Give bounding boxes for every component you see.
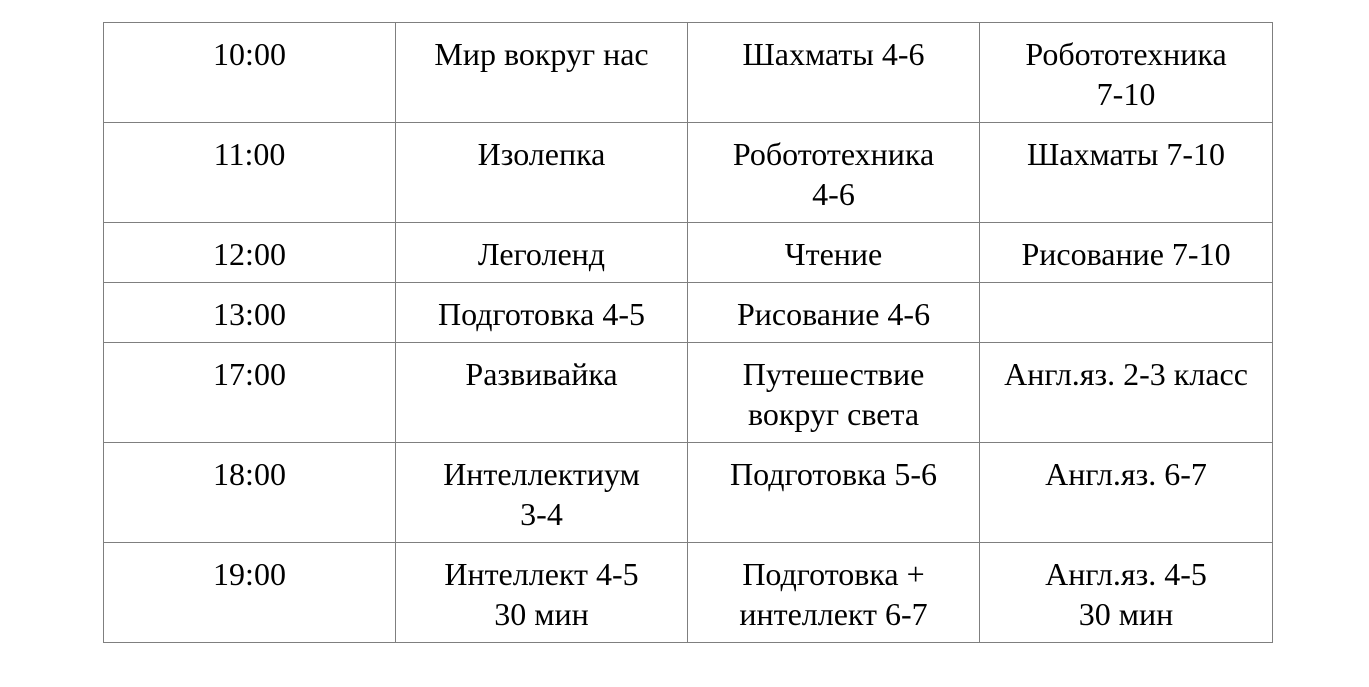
activity-text: Робототехника	[732, 136, 935, 172]
time-cell	[104, 343, 396, 443]
activity-cell	[980, 343, 1273, 443]
activity-text: интеллект 6-7	[739, 596, 928, 632]
time-text: 13:00	[213, 296, 286, 332]
activity-cell	[396, 223, 688, 283]
time-cell	[104, 283, 396, 343]
activity-text: Рисование 4-6	[736, 296, 931, 332]
activity-text: Робототехника	[1025, 36, 1227, 72]
activity-cell	[980, 23, 1273, 123]
time-cell	[104, 543, 396, 643]
table-row	[104, 343, 1273, 443]
schedule-table	[103, 22, 1273, 643]
activity-text: 30 мин	[1078, 596, 1174, 632]
activity-cell	[688, 443, 980, 543]
empty-cell	[980, 283, 1273, 343]
table-row	[104, 443, 1273, 543]
time-cell	[104, 223, 396, 283]
activity-text: Изолепка	[477, 136, 606, 172]
time-text: 10:00	[213, 36, 286, 72]
activity-text: Развивайка	[465, 356, 618, 392]
table-row	[104, 123, 1273, 223]
table-row	[104, 283, 1273, 343]
activity-text: Путешествие	[742, 356, 925, 392]
activity-cell	[688, 343, 980, 443]
activity-cell	[396, 443, 688, 543]
activity-text: Интеллект 4-5	[444, 556, 639, 592]
table-row	[104, 543, 1273, 643]
activity-cell	[396, 543, 688, 643]
activity-cell	[688, 123, 980, 223]
activity-text: Подготовка 5-6	[730, 456, 937, 492]
activity-text: Интеллектиум	[443, 456, 640, 492]
activity-cell	[396, 123, 688, 223]
activity-text: Рисование 7-10	[1021, 236, 1231, 272]
activity-text: Англ.яз. 2-3 класс	[1004, 356, 1248, 392]
activity-text: 7-10	[1096, 76, 1156, 112]
activity-cell	[396, 23, 688, 123]
time-text: 19:00	[213, 556, 286, 592]
time-text: 18:00	[213, 456, 286, 492]
activity-text: Подготовка +	[742, 556, 925, 592]
activity-cell	[688, 223, 980, 283]
activity-text: Подготовка 4-5	[438, 296, 645, 332]
activity-text: Леголенд	[477, 236, 606, 272]
activity-text: 4-6	[812, 176, 855, 212]
activity-cell	[396, 343, 688, 443]
activity-text: вокруг света	[747, 396, 920, 432]
activity-text: 3-4	[520, 496, 563, 532]
time-text: 17:00	[213, 356, 286, 392]
activity-cell	[688, 23, 980, 123]
activity-text: Шахматы 4-6	[742, 36, 925, 72]
activity-text: Англ.яз. 6-7	[1045, 456, 1207, 492]
time-cell	[104, 23, 396, 123]
time-cell	[104, 443, 396, 543]
activity-cell	[980, 543, 1273, 643]
activity-text: 30 мин	[494, 596, 589, 632]
time-text: 12:00	[213, 236, 286, 272]
activity-cell	[980, 223, 1273, 283]
activity-cell	[396, 283, 688, 343]
activity-cell	[980, 443, 1273, 543]
activity-cell	[688, 283, 980, 343]
table-row	[104, 23, 1273, 123]
activity-text: Шахматы 7-10	[1026, 136, 1226, 172]
activity-text: Мир вокруг нас	[434, 36, 649, 72]
table-row	[104, 223, 1273, 283]
activity-text: Чтение	[784, 236, 883, 272]
activity-cell	[688, 543, 980, 643]
activity-text: Англ.яз. 4-5	[1045, 556, 1207, 592]
time-text: 11:00	[213, 136, 286, 172]
time-cell	[104, 123, 396, 223]
activity-cell	[980, 123, 1273, 223]
